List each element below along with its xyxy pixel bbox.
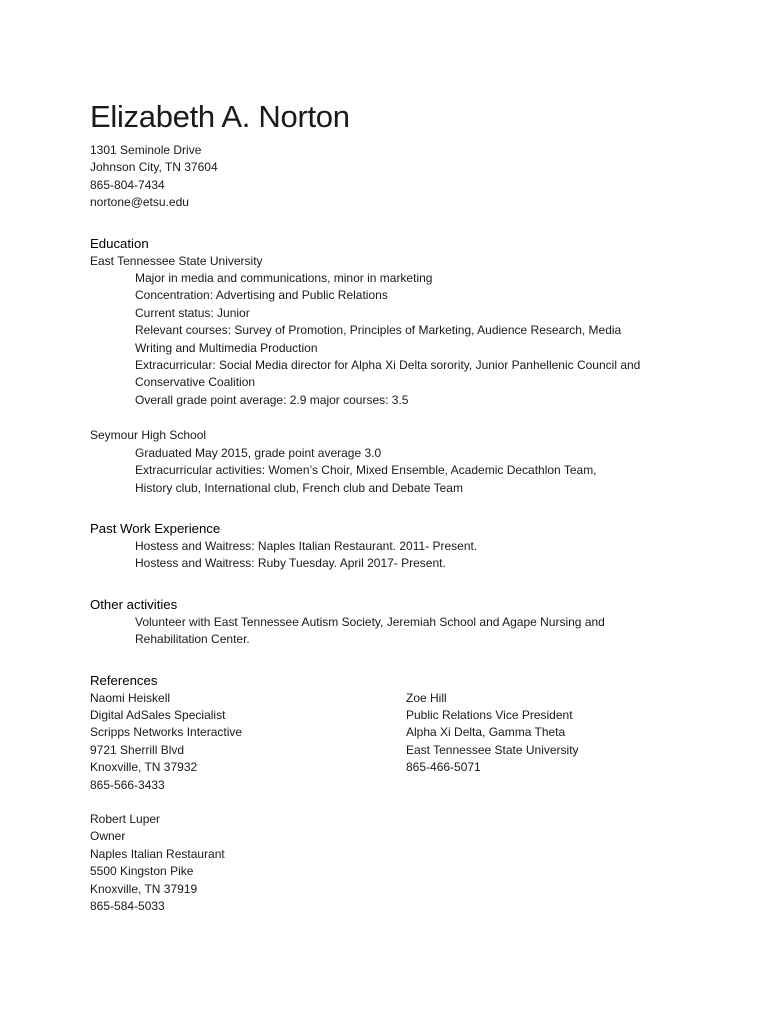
university-detail: Major in media and communications, minor in marketing <box>135 271 433 286</box>
university-detail: Overall grade point average: 2.9 major courses: 3.5 <box>135 392 409 407</box>
university-detail: Extracurricular: Social Media director for Alpha Xi Delta sorority, Junior Panhellenic Council and <box>135 358 641 373</box>
reference-phone: 865-466-5071 <box>406 760 481 775</box>
high-school-detail: Extracurricular activities: Women’s Choir, Mixed Ensemble, Academic Decathlon Team, <box>135 463 597 478</box>
activity-item: Rehabilitation Center. <box>135 632 250 647</box>
reference-name: Robert Luper <box>90 811 161 826</box>
high-school-detail: History club, International club, French club and Debate Team <box>135 480 463 495</box>
reference-city: Knoxville, TN 37932 <box>90 760 198 775</box>
reference-block <box>90 811 406 915</box>
university-detail: Current status: Junior <box>135 305 250 320</box>
reference-title: Digital AdSales Specialist <box>90 707 226 722</box>
section-spacer <box>90 409 690 427</box>
reference-city: Knoxville, TN 37919 <box>90 881 198 896</box>
phone-number: 865-804-7434 <box>90 177 165 192</box>
high-school-detail: Graduated May 2015, grade point average 3.0 <box>135 445 382 460</box>
reference-street: 5500 Kingston Pike <box>90 864 194 879</box>
reference-phone: 865-584-5033 <box>90 899 165 913</box>
work-item: Hostess and Waitress: Ruby Tuesday. April 2017- Present. <box>135 556 446 571</box>
references-grid <box>90 690 690 916</box>
reference-phone: 865-566-3433 <box>90 777 165 792</box>
reference-organization: Alpha Xi Delta, Gamma Theta <box>406 725 566 740</box>
address-line-1: 1301 Seminole Drive <box>90 143 202 157</box>
high-school-name: Seymour High School <box>90 428 207 443</box>
reference-company: Scripps Networks Interactive <box>90 725 243 740</box>
work-item: Hostess and Waitress: Naples Italian Restaurant. 2011- Present. <box>135 538 478 553</box>
references-heading: References <box>90 672 158 688</box>
reference-street: 9721 Sherrill Blvd <box>90 742 185 757</box>
university-name: East Tennessee State University <box>90 253 263 268</box>
university-detail: Concentration: Advertising and Public Relations <box>135 288 388 303</box>
reference-column-left <box>90 690 406 916</box>
university-detail: Conservative Coalition <box>135 375 256 390</box>
reference-title: Public Relations Vice President <box>406 707 573 722</box>
address-line-2: Johnson City, TN 37604 <box>90 160 218 175</box>
resume-name: Elizabeth A. Norton <box>90 99 350 134</box>
activity-item: Volunteer with East Tennessee Autism Society, Jeremiah School and Agape Nursing and <box>135 614 605 629</box>
university-detail: Writing and Multimedia Production <box>135 340 318 355</box>
resume-page <box>90 98 690 915</box>
work-heading: Past Work Experience <box>90 520 221 536</box>
reference-title: Owner <box>90 829 126 844</box>
reference-company: Naples Italian Restaurant <box>90 846 225 861</box>
reference-school: East Tennessee State University <box>406 742 579 757</box>
reference-name: Zoe Hill <box>406 690 447 705</box>
email-address: nortone@etsu.edu <box>90 195 189 210</box>
university-detail: Relevant courses: Survey of Promotion, Principles of Marketing, Audience Research, Media <box>135 323 622 338</box>
activities-heading: Other activities <box>90 596 178 612</box>
reference-name: Naomi Heiskell <box>90 690 171 705</box>
reference-column-right <box>406 690 690 916</box>
education-heading: Education <box>90 235 149 251</box>
